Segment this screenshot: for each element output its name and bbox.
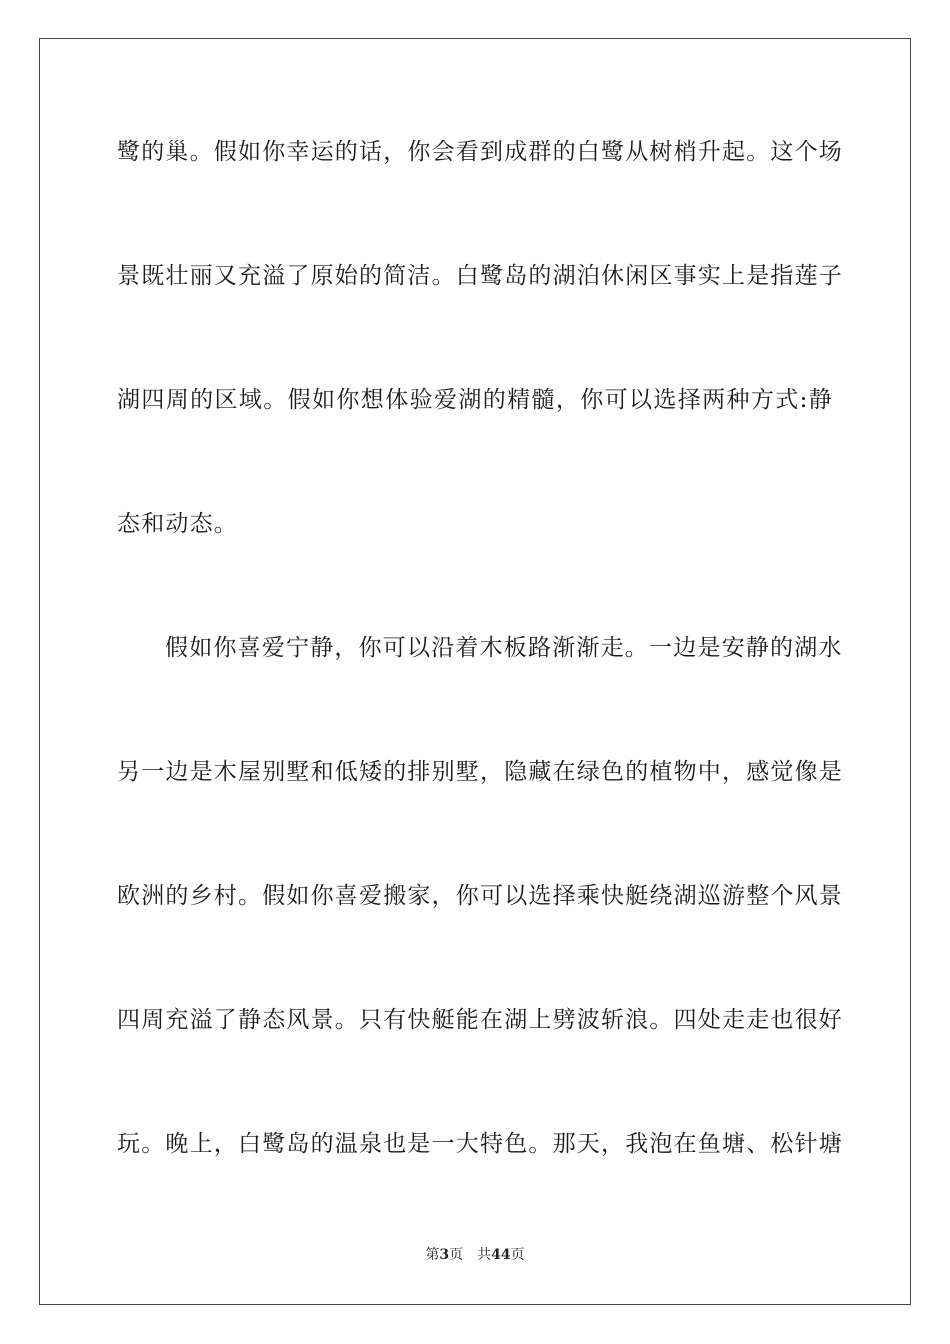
- page-number: 3: [439, 1247, 450, 1263]
- text-line-5: 假如你喜爱宁静，你可以沿着木板路渐渐走。一边是安静的湖水: [165, 635, 843, 661]
- text-line-2: 景既壮丽又充溢了原始的简洁。白鹭岛的湖泊休闲区事实上是指莲子: [117, 263, 843, 289]
- text-line-8: 四周充溢了静态风景。只有快艇能在湖上劈波斩浪。四处走走也很好: [117, 1007, 843, 1033]
- text-line-6: 另一边是木屋别墅和低矮的排别墅，隐藏在绿色的植物中，感觉像是: [117, 759, 843, 785]
- text-line-7: 欧洲的乡村。假如你喜爱搬家，你可以选择乘快艇绕湖巡游整个风景: [117, 883, 843, 909]
- text-line-1: 鹭的巢。假如你幸运的话，你会看到成群的白鹭从树梢升起。这个场: [117, 139, 843, 165]
- page-suffix: 页: [449, 1247, 464, 1263]
- text-line-4: 态和动态。: [117, 511, 238, 537]
- total-suffix: 页: [510, 1247, 525, 1263]
- total-prefix: 共: [477, 1247, 492, 1263]
- page-prefix: 第: [425, 1247, 440, 1263]
- text-line-3: 湖四周的区域。假如你想体验爱湖的精髓，你可以选择两种方式:静: [117, 387, 833, 413]
- page-border: [39, 38, 911, 1305]
- page-footer: [0, 1246, 950, 1264]
- text-line-9: 玩。晚上，白鹭岛的温泉也是一大特色。那天，我泡在鱼塘、松针塘: [117, 1131, 843, 1157]
- total-pages: 44: [491, 1247, 511, 1263]
